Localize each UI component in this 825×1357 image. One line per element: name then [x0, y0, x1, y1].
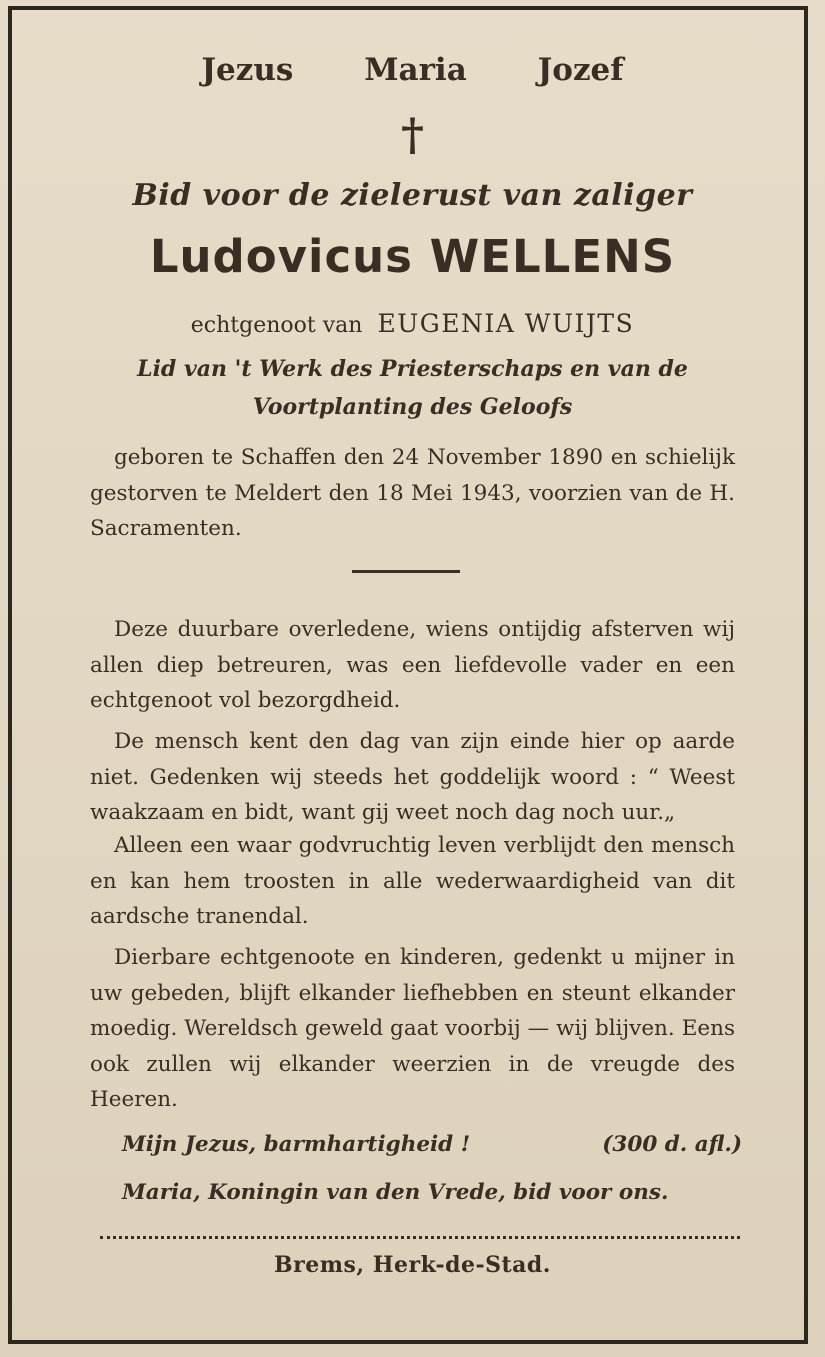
spouse-line: [0, 309, 825, 338]
paragraph-text: Dierbare echtgenoote en kinderen, gedenkt u mijner in uw gebeden, blijft elkander liefhebben en steunt elkander moedig. Wereldsch geweld gaat voorbij — wij blijven. Eens ook zullen wij elkander weerzien in de vreugde des Heeren.: [90, 945, 735, 1112]
prayer-line: Bid voor de zielerust van zaliger: [132, 178, 693, 213]
divider: [352, 570, 460, 573]
prayer-maria: Maria, Koningin van den Vrede, bid voor ons.: [122, 1180, 669, 1205]
membership-line-1: Lid van 't Werk des Priesterschaps en van de: [137, 356, 688, 382]
indulgence-note: (300 d. afl.): [602, 1132, 742, 1157]
deceased-name: [0, 230, 825, 283]
paragraph-1: [90, 612, 735, 719]
spouse-name: EUGENIA WUIJTS: [377, 309, 635, 338]
deceased-last-name: WELLENS: [429, 230, 676, 283]
paragraph-text: Alleen een waar godvruchtig leven verblijdt den mensch en kan hem troosten in alle wederwaardigheid van dit aardsche tranendal.: [90, 833, 735, 929]
dotted-separator: [100, 1236, 740, 1239]
header-holy-names: [0, 52, 825, 88]
prayer-jezus-text: Mijn Jezus, barmhartigheid !: [122, 1132, 471, 1157]
paragraph-text: Deze duurbare overledene, wiens ontijdig afsterven wij allen diep betreuren, was een liefdevolle vader en een echtgenoot vol bezorgdheid.: [90, 617, 735, 713]
cross-icon: †: [400, 110, 424, 161]
prayer-jezus: [122, 1132, 742, 1157]
paragraph-text: De mensch kent den dag van zijn einde hier op aarde niet. Gedenken wij steeds het goddelijk woord : “ Weest waakzaam en bidt, want gij weet noch dag noch uur.„: [90, 729, 735, 825]
birth-death-text: geboren te Schaffen den 24 November 1890 en schielijk gestorven te Meldert den 18 Mei 1943, voorzien van de H. Sacramenten.: [90, 445, 735, 541]
membership-line-2: Voortplanting des Geloofs: [252, 394, 573, 420]
spouse-prefix: echtgenoot van: [190, 313, 363, 338]
paragraph-3: [90, 828, 735, 935]
header-jezus: Jezus: [201, 52, 294, 88]
paragraph-4: [90, 940, 735, 1118]
header-jozef: Jozef: [537, 52, 624, 88]
paragraph-2: [90, 724, 735, 831]
header-maria: Maria: [364, 52, 467, 88]
printer-imprint: Brems, Herk-de-Stad.: [274, 1252, 551, 1278]
deceased-first-name: Ludovicus: [149, 230, 413, 283]
birth-death-paragraph: [90, 440, 735, 547]
